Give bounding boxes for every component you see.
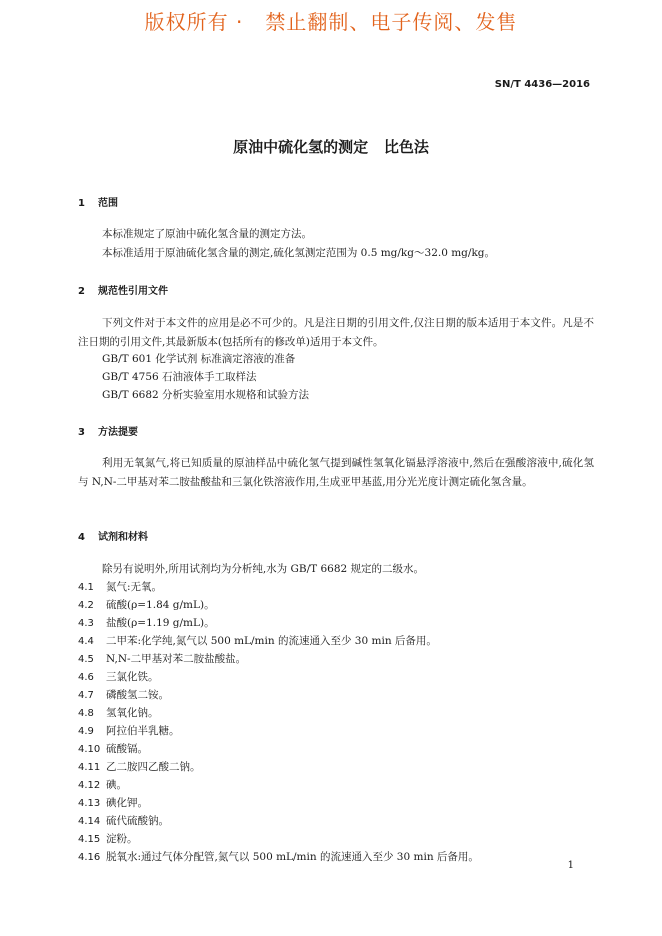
section-title: 规范性引用文件 bbox=[98, 286, 168, 297]
item-text: 硫酸镉。 bbox=[106, 743, 148, 755]
document-number: SN/T 4436—2016 bbox=[494, 79, 590, 90]
section-title: 范围 bbox=[98, 198, 118, 209]
reagent-item bbox=[78, 633, 437, 648]
item-text: 硫酸(ρ=1.84 g/mL)。 bbox=[106, 599, 215, 611]
reagents-intro: 除另有说明外,所用试剂均为分析纯,水为 GB/T 6682 规定的二级水。 bbox=[102, 563, 425, 575]
section-number: 2 bbox=[78, 286, 85, 297]
item-text: 氢氧化钠。 bbox=[106, 707, 159, 719]
reagent-item bbox=[78, 579, 162, 594]
reagent-item bbox=[78, 831, 138, 846]
section-number: 3 bbox=[78, 427, 85, 438]
item-number: 4.12 bbox=[78, 780, 101, 791]
section-4-heading bbox=[78, 528, 148, 543]
section-2-heading bbox=[78, 282, 168, 297]
reagent-item bbox=[78, 705, 159, 720]
section-1-heading bbox=[78, 194, 118, 209]
item-number: 4.6 bbox=[78, 672, 94, 683]
item-text: 氮气:无氧。 bbox=[106, 581, 163, 593]
reagent-item bbox=[78, 759, 201, 774]
item-number: 4.3 bbox=[78, 618, 94, 629]
item-number: 4.4 bbox=[78, 636, 94, 647]
item-text: 三氯化铁。 bbox=[106, 671, 159, 683]
reagent-item bbox=[78, 651, 246, 666]
copyright-banner: 版权所有 · 禁止翻制、电子传阅、发售 bbox=[144, 10, 518, 34]
reagent-item bbox=[78, 723, 180, 738]
item-number: 4.11 bbox=[78, 762, 101, 773]
item-number: 4.7 bbox=[78, 690, 94, 701]
item-text: 乙二胺四乙酸二钠。 bbox=[106, 761, 201, 773]
references-intro: 下列文件对于本文件的应用是必不可少的。凡是注日期的引用文件,仅注日期的版本适用于本文件。凡是不注日期的引用文件,其最新版本(包括所有的修改单)适用于本文件。 bbox=[78, 317, 594, 348]
reagent-item bbox=[78, 741, 148, 756]
item-text: 二甲苯:化学纯,氮气以 500 mL/min 的流速通入至少 30 min 后备用。 bbox=[106, 635, 437, 647]
item-text: 硫代硫酸钠。 bbox=[106, 815, 169, 827]
item-text: N,N-二甲基对苯二胺盐酸盐。 bbox=[106, 653, 247, 665]
item-number: 4.14 bbox=[78, 816, 101, 827]
section-number: 1 bbox=[78, 198, 85, 209]
item-number: 4.5 bbox=[78, 654, 94, 665]
item-number: 4.2 bbox=[78, 600, 94, 611]
item-text: 磷酸氢二铵。 bbox=[106, 689, 169, 701]
reagent-item bbox=[78, 687, 169, 702]
reagent-item bbox=[78, 777, 127, 792]
method-summary: 利用无氧氮气,将已知质量的原油样品中硫化氢气提到碱性氢氧化镉悬浮溶液中,然后在强酸溶液中,硫化氢与 N,N-二甲基对苯二胺盐酸盐和三氯化铁溶液作用,生成亚甲基蓝,用分光光度计测定硫化氢含量。 bbox=[78, 457, 594, 488]
item-text: 淀粉。 bbox=[106, 833, 138, 845]
item-text: 阿拉伯半乳糖。 bbox=[106, 725, 180, 737]
section-3-heading bbox=[78, 423, 138, 438]
item-number: 4.1 bbox=[78, 582, 94, 593]
item-number: 4.10 bbox=[78, 744, 101, 755]
item-number: 4.15 bbox=[78, 834, 101, 845]
section-title: 试剂和材料 bbox=[98, 532, 148, 543]
item-number: 4.9 bbox=[78, 726, 94, 737]
section-number: 4 bbox=[78, 532, 85, 543]
reference-item: GB/T 601 化学试剂 标准滴定溶液的准备 bbox=[102, 353, 296, 365]
reagent-item bbox=[78, 795, 148, 810]
reference-item: GB/T 6682 分析实验室用水规格和试验方法 bbox=[102, 389, 310, 401]
item-number: 4.13 bbox=[78, 798, 101, 809]
item-number: 4.16 bbox=[78, 852, 101, 863]
item-text: 盐酸(ρ=1.19 g/mL)。 bbox=[106, 617, 215, 629]
item-number: 4.8 bbox=[78, 708, 94, 719]
item-text: 脱氧水:通过气体分配管,氮气以 500 mL/min 的流速通入至少 30 min 后备用。 bbox=[106, 851, 479, 863]
page-title: 原油中硫化氢的测定 比色法 bbox=[233, 138, 429, 156]
reagent-item bbox=[78, 669, 159, 684]
reagent-item bbox=[78, 615, 215, 630]
reagent-item bbox=[78, 813, 169, 828]
scope-paragraph-1: 本标准规定了原油中硫化氢含量的测定方法。 bbox=[102, 228, 312, 240]
page-number: 1 bbox=[567, 860, 574, 871]
item-text: 碘。 bbox=[106, 779, 127, 791]
reagent-item bbox=[78, 597, 215, 612]
reference-item: GB/T 4756 石油液体手工取样法 bbox=[102, 371, 257, 383]
reagent-item bbox=[78, 849, 479, 864]
section-title: 方法提要 bbox=[98, 427, 138, 438]
item-text: 碘化钾。 bbox=[106, 797, 148, 809]
scope-paragraph-2: 本标准适用于原油硫化氢含量的测定,硫化氢测定范围为 0.5 mg/kg～32.0 mg/kg。 bbox=[102, 247, 496, 259]
